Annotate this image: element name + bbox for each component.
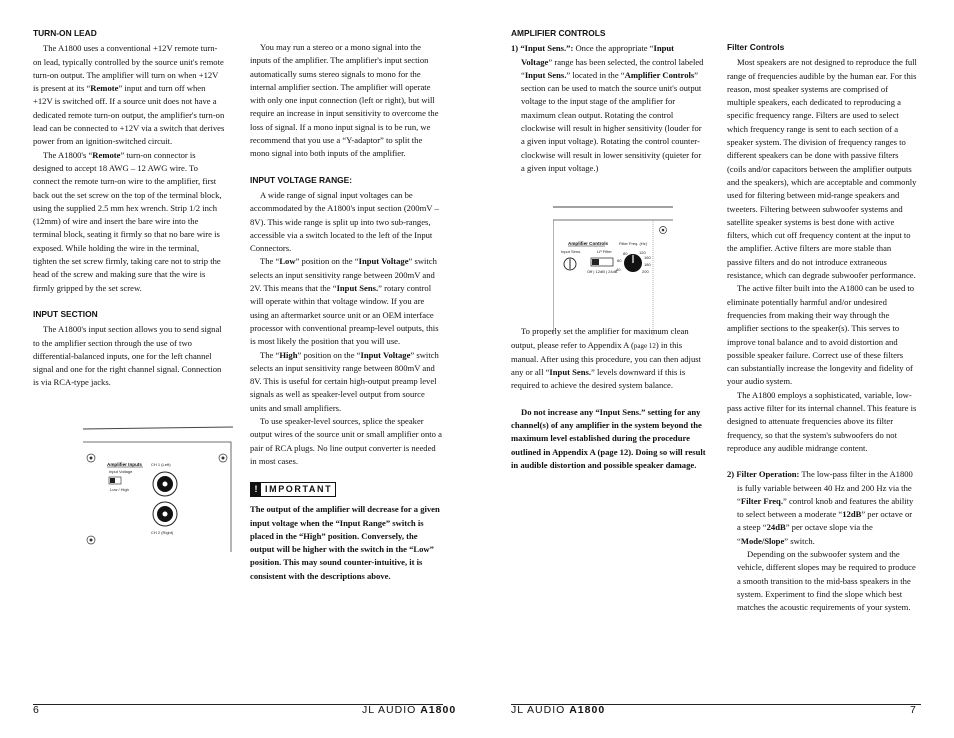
text-bold: 12dB (842, 509, 862, 520)
brand-text: JL AUDIO (362, 704, 421, 716)
figure-label-freq-40: 40 (616, 267, 621, 272)
list-item-input-sens (511, 42, 706, 175)
paragraph: The active filter built into the A1800 can be used to eliminate potentially harmful and/or undesired frequencies from making their way through the amplifier sections to the speaker(s). This serves to improve tonal balance and to avoid distortion and possible speaker failure. Correct use of these filters can substantially increase the longevity and fidelity of your audio system. (727, 283, 915, 387)
text-bold: 1) (511, 43, 521, 54)
text: ” control knob and features the ability to select between a moderate “ (737, 495, 914, 520)
text: ” switch. (784, 535, 815, 546)
figure-label-ch2: CH 2 (Right) (151, 530, 174, 535)
text: To properly set the amplifier for maximum clean output, please refer to Appendix A ( (511, 326, 689, 350)
model-text: A1800 (420, 704, 457, 716)
text: Once the appropriate “ (573, 43, 654, 54)
figure-label-filter-freq: Filter Freq. (Hz) (619, 241, 647, 246)
text-bold: Remote (92, 149, 121, 160)
text: ” switch selects an input sensitivity range between 200mV and 2V. This means that the “ (250, 256, 437, 294)
text: The A1800 uses a conventional +12V remote turn-on lead, typically controlled by the source unit's remote turn-on output. The amplifier will turn on when +12V is present at its “ (33, 43, 224, 94)
list-item-filter-operation (727, 468, 917, 548)
amplifier-controls-illustration (553, 200, 673, 335)
text-bold: Input Voltage (521, 43, 675, 67)
figure-label-input-sens: Input Sens. (561, 249, 582, 254)
page-number-left: 6 (33, 704, 40, 716)
text: ” section can be used to match the source unit's output voltage to the input stage of the amplifier for maximum clean output. Rotating the control clockwise will result in higher sensitivity (louder for a given input voltage). Rotating the control counter-clockwise will result in lower sensitivity (quieter for a given input voltage.) (521, 69, 702, 173)
text-bold: 2) (727, 469, 737, 480)
text-bold: Input Voltage (358, 256, 409, 267)
text: ” switch selects an input sensitivity range between 800mV and 8V. This is useful for certain high-output preamp level signals as well as speaker-level output from source units and small amplifiers. (250, 349, 439, 413)
brand-text: JL AUDIO (511, 704, 570, 716)
text: ” per octave or a steep “ (737, 509, 913, 533)
text: ” input and turn off when +12V is switched off. If a source unit does not have a dedicated remote turn-on output, the amplifier's turn-on lead can be connected to +12V via a switch that derives power from an ignition-switched circuit. (33, 83, 225, 147)
paragraph (250, 349, 443, 415)
paragraph: The A1800's input section allows you to send signal to the amplifier section through the use of two differential-balanced inputs, one for the left channel signal and one for the right channel signal. Connection is via RCA-type jacks. (33, 324, 222, 388)
figure-label-lp-filter: LP Filter (597, 249, 612, 254)
figure-label-amplifier-controls: Amplifier Controls (568, 241, 609, 246)
column-2 (250, 41, 443, 583)
text-bold: Remote (90, 83, 119, 94)
figure-label-ch1: CH 1 (Left) (151, 462, 171, 467)
text: ) in this manual. After using this procedure, you can then adjust any or all “ (511, 339, 701, 378)
text-small: page 12 (633, 341, 656, 350)
exclamation-icon: ! (251, 483, 261, 496)
text: ” located in the “ (566, 69, 625, 80)
text: The A1800's “ (43, 149, 93, 160)
column-1 (33, 27, 225, 390)
text: ” turn-on connector is designed to accept 18 AWG – 12 AWG wire. To connect the remote turn-on wire to the amplifier, first back out the set screw on the top of the terminal block, using the supplied 2.5 mm hex wrench. Strip 1/2 inch (12mm) of wire and insert the bare wire into the terminal block, seating it firmly so that no bare wire is exposed. While holding the wire in the terminal, tighten the set screw firmly, taking care not to strip the head of the screw and making sure that the wire is firmly gripped by the set screw. (33, 149, 222, 293)
paragraph: You may run a stereo or a mono signal into the inputs of the amplifier. The amplifier's input section automatically sums stereo signals to mono for the internal amplifier section. The amplifier will operate with only one input connection (left or right), but will require an increase in input sensitivity to overcome the loss of signal. If a mono input signal is to be run, we recommend that you use a “Y-adaptor” to split the mono signal into both inputs of the amplifier. (250, 42, 439, 159)
paragraph (250, 255, 443, 348)
column-4 (727, 41, 917, 614)
text-bold: Input Voltage (360, 349, 411, 360)
footer-brand-left (362, 704, 456, 716)
figure-label-switch-positions: Low / High (110, 487, 129, 492)
amplifier-inputs-illustration (83, 424, 233, 554)
text-bold: High (279, 349, 298, 360)
text: ” position on the “ (297, 349, 361, 360)
heading-filter-controls: Filter Controls (727, 42, 785, 52)
heading-turn-on-lead: TURN-ON LEAD (33, 28, 97, 38)
figure-label-amplifier-inputs: Amplifier Inputs (107, 462, 142, 467)
footer-brand-right (511, 704, 605, 716)
text: The “ (260, 349, 280, 360)
figure-label-modes: Off | 12dB | 24dB (587, 269, 618, 274)
heading-input-section: INPUT SECTION (33, 308, 98, 319)
text: The “ (260, 256, 280, 267)
text-bold: Filter Operation: (736, 469, 800, 480)
important-label: IMPORTANT (265, 484, 333, 495)
text-bold: Input Sens. (549, 367, 591, 378)
important-text: The output of the amplifier will decrease for a given input voltage when the “Input Range” switch is placed in the “High” position. Conversely, the output will be higher with the switch in the “Low” position. This may sound counter-intuitive, it is consistent with the descriptions above. (250, 504, 440, 581)
text: ” levels downward if this is required to achieve the desired system balance. (511, 367, 686, 391)
text: ” rotary control will operate within that voltage window. If you are using an aftermarket source unit or an OEM interface processor with conventional preamp-level outputs, this is most likely the position that you will use. (250, 283, 439, 347)
text-bold: Input Sens. (524, 69, 567, 80)
paragraph: Most speakers are not designed to reproduce the full range of frequencies audible by the human ear. For this reason, most speaker systems are comprised of multiple speakers, each dedicated to reproducing a specific frequency range. Filters are used to select which frequency range is sent to each section of a speaker system. The division of frequency ranges to different speakers can be done with passive filters (coils and/or capacitors between the amplifier outputs and the speakers), which are acceptable and commonly used for filtering between mid-range speakers and tweeters. Filtering between subwoofer systems and satellite speaker systems is best done with active filters, which cut off frequency content at the input to the amplifier. Active filters are more stable than passive filters and do not introduce extraneous resistance, which can degrade subwoofer performance. (727, 57, 917, 281)
figure-label-freq-120: 120 (639, 250, 646, 255)
text: ” range has been selected, the control labeled “ (521, 56, 704, 80)
text: ” per octave slope via the “ (737, 522, 873, 546)
paragraph: To use speaker-level sources, splice the speaker output wires of the source unit or small amplifier onto a pair of RCA plugs. No line output converter is needed in most cases. (250, 416, 442, 466)
paragraph (511, 325, 706, 392)
model-text: A1800 (569, 704, 606, 716)
text-bold: Amplifier Controls (624, 69, 695, 80)
heading-input-voltage-range: INPUT VOLTAGE RANGE: (250, 174, 353, 185)
paragraph: A wide range of signal input voltages can be accommodated by the A1800's input section (200mV – 8V). This wide range is split up into two sub-ranges, accessible via a switch located to the left of the Input Connectors. (250, 189, 439, 254)
figure-label-freq-80: 80 (623, 251, 628, 256)
figure-label-freq-160: 160 (644, 255, 651, 260)
text-bold: Input Sens. (336, 283, 379, 294)
heading-amplifier-controls: AMPLIFIER CONTROLS (511, 28, 606, 38)
text-bold: Mode/Slope (740, 535, 785, 546)
paragraph: The A1800 employs a sophisticated, variable, low-pass active filter for its internal channel. This feature is designed to attenuate frequencies above its filter frequency, so that the system's subwoofers do not reproduce any audible midrange content. (727, 389, 917, 453)
text: ” position on the “ (295, 256, 359, 267)
paragraph: Depending on the subwoofer system and the vehicle, different slopes may be required to produce a smooth transition to the mid-bass speakers in the system. Experiment to find the slope which best matches the acoustic requirements of your system. (737, 548, 916, 613)
text-bold: Filter Freq. (740, 495, 783, 506)
important-badge (250, 482, 336, 497)
text-bold: “Input Sens.”: (520, 43, 574, 54)
paragraph (33, 149, 225, 295)
paragraph (33, 42, 225, 148)
text-bold: 24dB (766, 522, 786, 533)
warning-text: Do not increase any “Input Sens.” setting for any channel(s) of any amplifier in the system beyond the maximum level established during the procedure outlined in Appendix A (page 12). Doing so will result in audible distortion and possible speaker damage. (511, 406, 706, 470)
text-bold: Low (279, 256, 296, 267)
figure-label-freq-60: 60 (617, 258, 622, 263)
figure-label-freq-200: 200 (642, 269, 649, 274)
figure-label-input-voltage: Input Voltage (109, 469, 133, 474)
text: The low-pass filter in the A1800 is fully variable between 40 Hz and 200 Hz via the “ (737, 469, 913, 506)
figure-label-freq-180: 180 (644, 262, 651, 267)
page-number-right: 7 (910, 704, 917, 716)
